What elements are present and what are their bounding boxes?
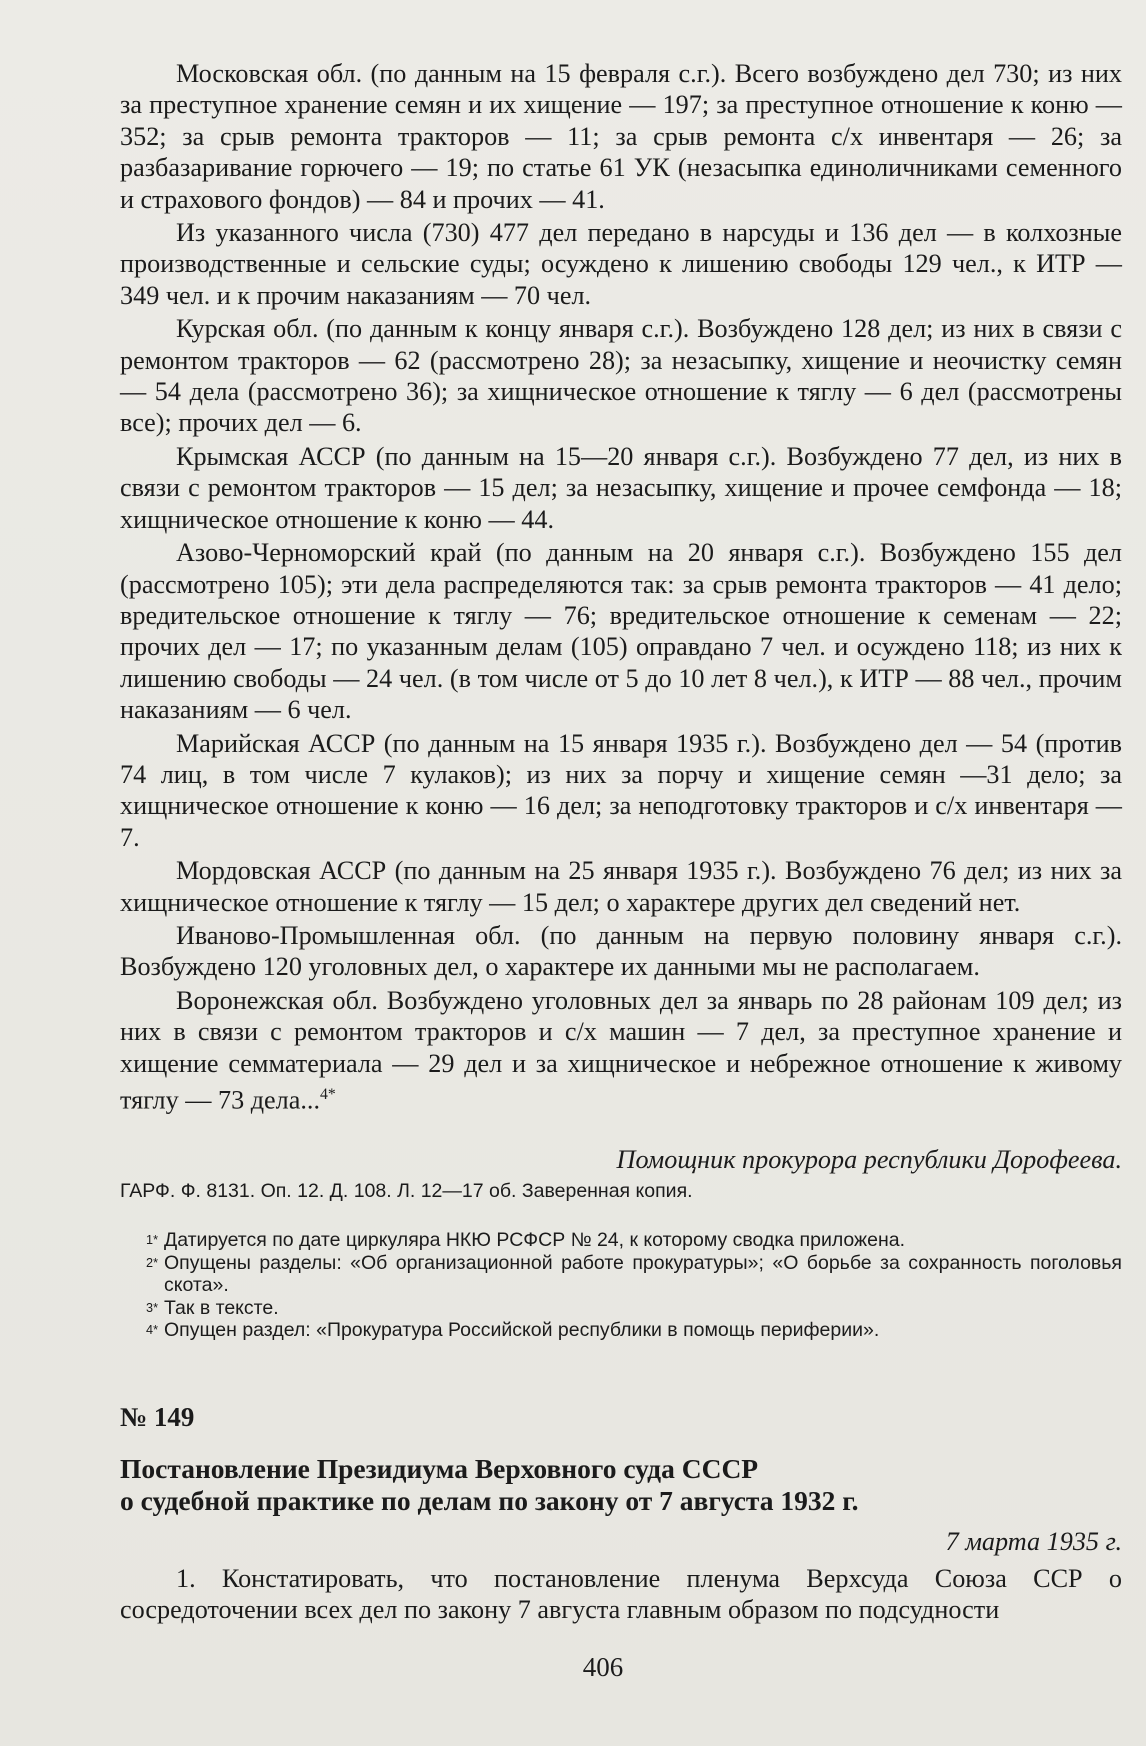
footnote-3-mark: 3* bbox=[146, 1300, 158, 1315]
page-number: 406 bbox=[582, 1652, 624, 1682]
footnote-3 bbox=[120, 1297, 1122, 1320]
footnote-1-text: Датируется по дате циркуляра НКЮ РСФСР № 24, к которому сводка приложена. bbox=[164, 1229, 905, 1252]
document-number: № 149 bbox=[120, 1401, 195, 1432]
paragraph-moscow-totals: Из указанного числа (730) 477 дел передано в нарсуды и 136 дел — в колхозные производственные и сельские суды; осуждено к лишению свободы 129 чел., к ИТР — 349 чел. и к прочим наказаниям — 70 чел. bbox=[120, 218, 1122, 310]
footnote-4-text: Опущен раздел: «Прокуратура Российской республики в помощь периферии». bbox=[164, 1319, 880, 1342]
document-title-line-2: о судебной практике по делам по закону от 7 августа 1932 г. bbox=[120, 1484, 859, 1516]
paragraph-azov-black-sea: Азово-Черноморский край (по данным на 20 января с.г.). Возбуждено 155 дел (рассмотрено 105); эти дела распределяются так: за срыв ремонта тракторов — 41 дело; вредительское отношение к тяглу — 76; вредительское отношение к семенам — 22; прочих дел — 17; по указанным делам (105) оправдано 7 чел. и осуждено 118; из них к лишению свободы — 24 чел. (в том числе от 5 до 10 лет 8 чел.), к ИТР — 88 чел., прочим наказаниям — 6 чел. bbox=[120, 538, 1122, 725]
signature: Помощник прокурора республики Дорофеева. bbox=[616, 1145, 1122, 1175]
document-first-paragraph: 1. Констатировать, что постановление пленума Верхсуда Союза ССР о сосредоточении всех дел по закону 7 августа главным образом по подсудности bbox=[120, 1563, 1122, 1625]
footnote-2-text: Опущены разделы: «Об организационной работе прокуратуры»; «О борьбе за сохранность поголовья скота». bbox=[164, 1251, 1122, 1297]
footnote-4 bbox=[120, 1319, 1122, 1342]
text-column bbox=[120, 58, 1122, 1625]
footnotes bbox=[120, 1229, 1122, 1342]
document-date: 7 марта 1935 г. bbox=[945, 1526, 1122, 1556]
footnote-1-mark: 1* bbox=[146, 1233, 158, 1248]
paragraph-moscow: Московская обл. (по данным на 15 февраля с.г.). Всего возбуждено дел 730; из них за преступное хранение семян и их хищение — 197; за преступное отношение к коню — 352; за срыв ремонта тракторов — 11; за срыв ремонта с/х инвентаря — 26; за разбазаривание горючего — 19; по статье 61 УК (незасыпка единоличниками семенного и страхового фондов) — 84 и прочих — 41. bbox=[120, 59, 1122, 214]
footnote-2 bbox=[120, 1252, 1122, 1297]
paragraph-voronezh-text: Воронежская обл. Возбуждено уголовных дел за январь по 28 районам 109 дел; из них в связи с ремонтом тракторов и с/х машин — 7 дел, за преступное хранение и хищение семматериала — 29 дел и за хищническое и небрежное отношение к живому тяглу — 73 дела... bbox=[120, 985, 1122, 1115]
document-title bbox=[120, 1453, 1122, 1517]
paragraph-ivanovo: Иваново-Промышленная обл. (по данным на первую половину января с.г.). Возбуждено 120 уголовных дел, о характере их данными мы не располагаем. bbox=[120, 920, 1122, 982]
archive-reference: ГАРФ. Ф. 8131. Оп. 12. Д. 108. Л. 12—17 об. Заверенная копия. bbox=[120, 1180, 693, 1203]
paragraph-crimea: Крымская АССР (по данным на 15—20 января с.г.). Возбуждено 77 дел, из них в связи с ремонтом тракторов — 15 дел; за незасыпку, хищение и прочее семфонда — 18; хищническое отношение к коню — 44. bbox=[120, 441, 1122, 534]
footnote-2-mark: 2* bbox=[146, 1255, 158, 1270]
footnote-3-text: Так в тексте. bbox=[164, 1296, 279, 1319]
document-title-line-1: Постановление Президиума Верховного суда СССР bbox=[120, 1452, 759, 1484]
footnote-1 bbox=[120, 1229, 1122, 1252]
paragraph-kursk: Курская обл. (по данным к концу января с.г.). Возбуждено 128 дел; из них в связи с ремонтом тракторов — 62 (рассмотрено 28); за незасыпку, хищение и неочистку семян — 54 дела (рассмотрено 36); за хищническое отношение к тяглу — 6 дел (рассмотрены все); прочих дел — 6. bbox=[120, 314, 1122, 438]
footnote-ref-4: 4* bbox=[320, 1086, 336, 1103]
footnote-4-mark: 4* bbox=[146, 1323, 158, 1338]
paragraph-mari: Марийская АССР (по данным на 15 января 1935 г.). Возбуждено дел — 54 (против 74 лиц, в том числе 7 кулаков); из них за порчу и хищение семян —31 дело; за хищническое отношение к коню — 16 дел; за неподготовку тракторов и с/х инвентаря — 7. bbox=[120, 728, 1122, 852]
paragraph-mordovia: Мордовская АССР (по данным на 25 января 1935 г.). Возбуждено 76 дел; из них за хищническое отношение к тяглу — 15 дел; о характере других дел сведений нет. bbox=[120, 856, 1122, 917]
paragraph-voronezh bbox=[120, 985, 1122, 1116]
